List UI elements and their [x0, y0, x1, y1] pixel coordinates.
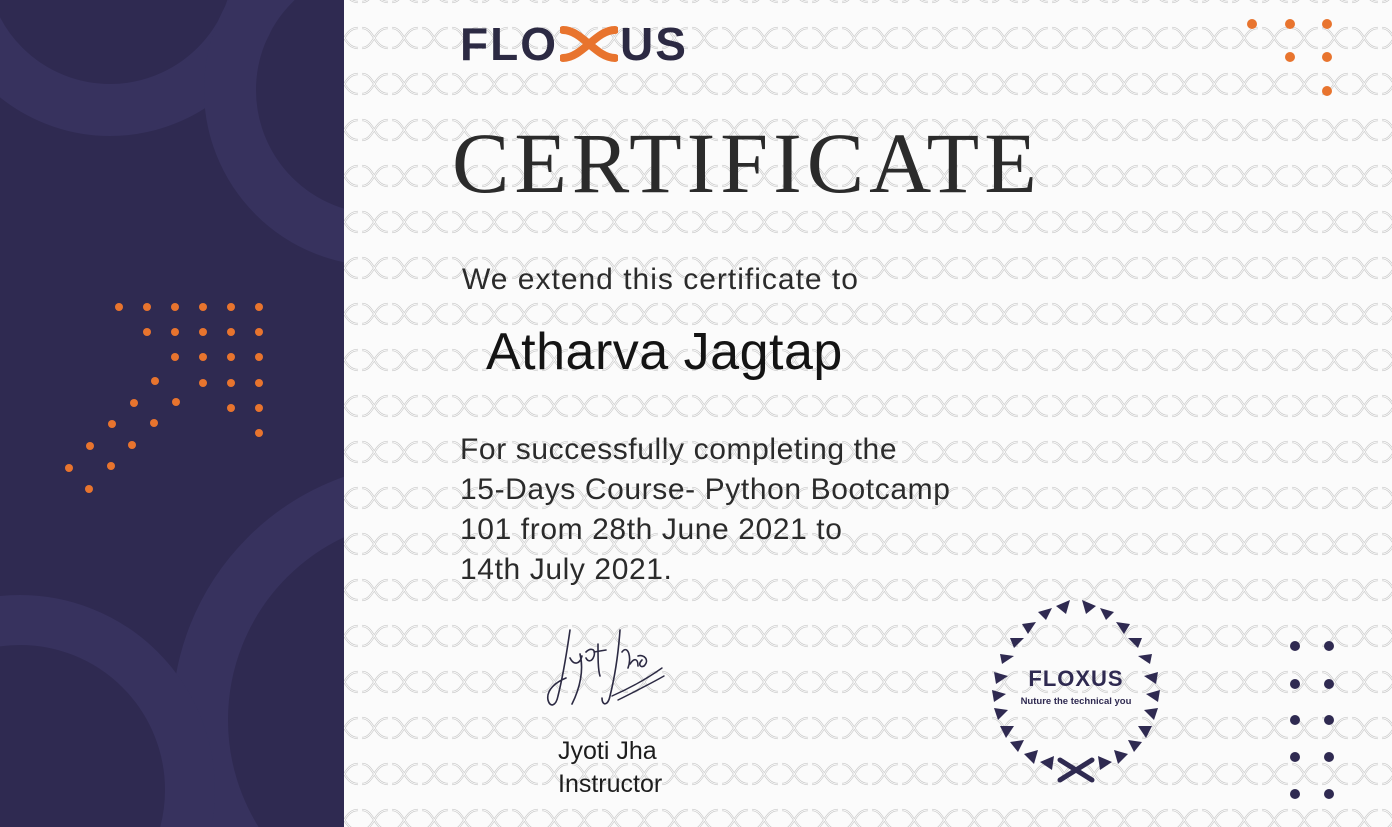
- decorative-dot: [1324, 679, 1334, 689]
- description-line: 14th July 2021.: [460, 553, 673, 586]
- description-line: For successfully completing the: [460, 433, 898, 466]
- decorative-dot: [1290, 715, 1300, 725]
- certificate-title: CERTIFICATE: [452, 115, 1042, 211]
- signer-role: Instructor: [558, 770, 663, 798]
- decorative-dot: [1324, 641, 1334, 651]
- seal-tagline: Nuture the technical you: [1020, 696, 1132, 707]
- description-line: 15-Days Course- Python Bootcamp: [460, 473, 951, 506]
- decorative-dot: [1290, 679, 1300, 689]
- decorative-dot: [1290, 789, 1300, 799]
- logo-text-right: US: [619, 18, 688, 70]
- intro-text: We extend this certificate to: [462, 263, 859, 296]
- decorative-dot: [1324, 789, 1334, 799]
- decorative-dot: [1324, 715, 1334, 725]
- recipient-name: Atharva Jagtap: [486, 323, 843, 381]
- decorative-dot: [1290, 641, 1300, 651]
- description-line: 101 from 28th June 2021 to: [460, 513, 843, 546]
- decorative-dot: [1290, 752, 1300, 762]
- decorative-dot: [1324, 752, 1334, 762]
- signer-name: Jyoti Jha: [558, 737, 657, 765]
- seal-brand: FLOXUS: [1028, 666, 1124, 691]
- logo-text-left: FLO: [460, 18, 558, 70]
